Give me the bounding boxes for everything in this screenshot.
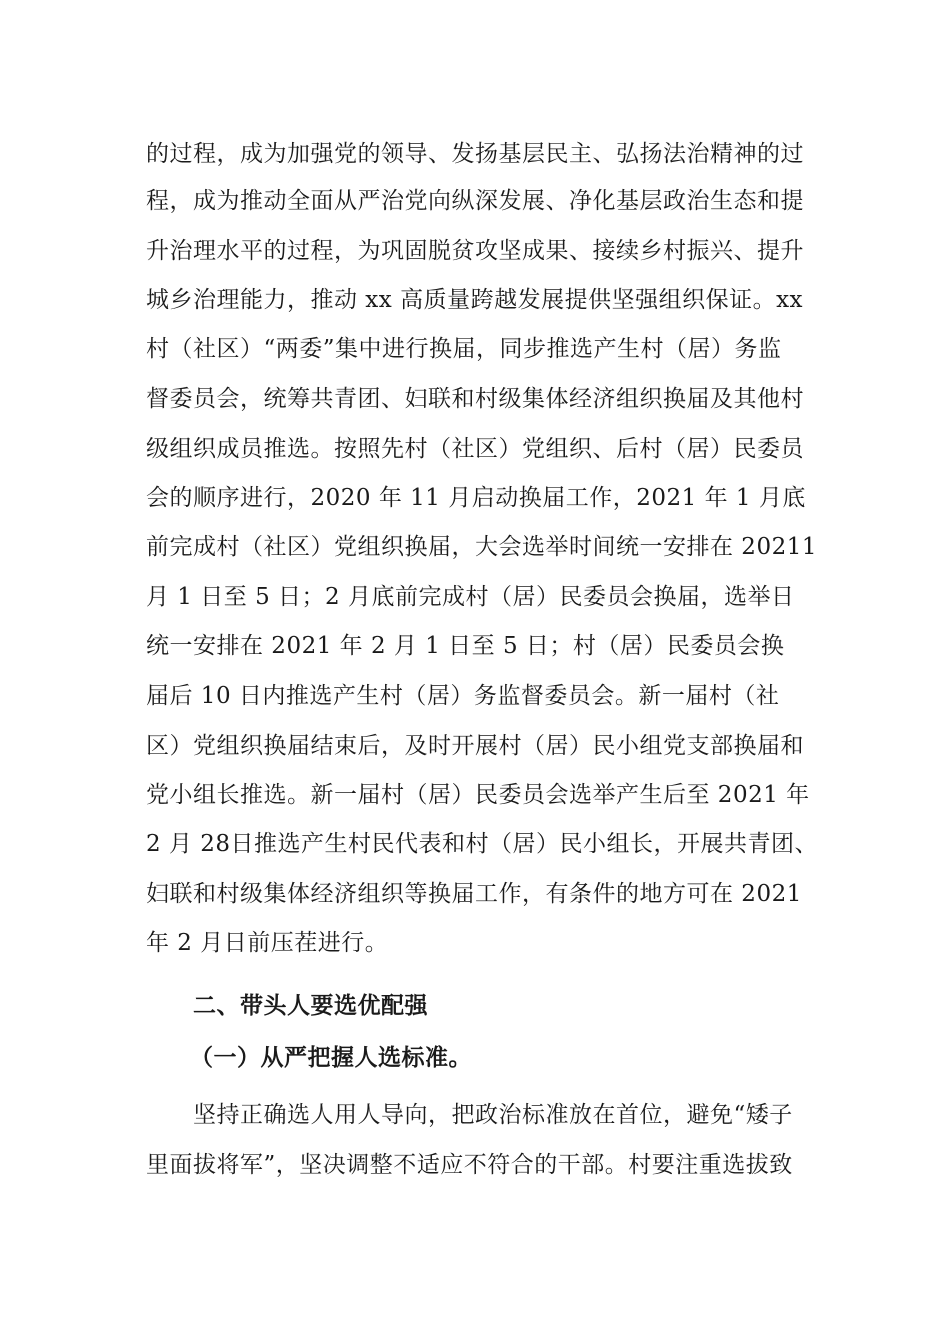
paragraph-line: 村（社区）“两委”集中进行换届，同步推选产生村（居）务监 bbox=[146, 336, 782, 362]
paragraph-line: 督委员会，统筹共青团、妇联和村级集体经济组织换届及其他村 bbox=[146, 386, 804, 412]
paragraph-line: 程，成为推动全面从严治党向纵深发展、净化基层政治生态和提 bbox=[146, 188, 804, 214]
paragraph-line: 妇联和村级集体经济组织等换届工作，有条件的地方可在 2021 bbox=[146, 881, 802, 907]
paragraph-line: 2 月 28日推选产生村民代表和村（居）民小组长，开展共青团、 bbox=[146, 831, 819, 857]
subsection-heading: （一）从严把握人选标准。 bbox=[190, 1045, 472, 1071]
paragraph-line: 党小组长推选。新一届村（居）民委员会选举产生后至 2021 年 bbox=[146, 782, 810, 808]
paragraph-line: 前完成村（社区）党组织换届，大会选举时间统一安排在 20211 bbox=[146, 534, 817, 560]
paragraph-line: 升治理水平的过程，为巩固脱贫攻坚成果、接续乡村振兴、提升 bbox=[146, 238, 804, 264]
paragraph-line: 的过程，成为加强党的领导、发扬基层民主、弘扬法治精神的过 bbox=[146, 141, 804, 167]
paragraph-line: 坚持正确选人用人导向，把政治标准放在首位，避免“矮子 bbox=[193, 1102, 793, 1128]
paragraph-line: 区）党组织换届结束后，及时开展村（居）民小组党支部换届和 bbox=[146, 733, 804, 759]
paragraph-line: 统一安排在 2021 年 2 月 1 日至 5 日；村（居）民委员会换 bbox=[146, 633, 785, 659]
paragraph-line: 年 2 月日前压茬进行。 bbox=[146, 930, 389, 956]
paragraph-line: 届后 10 日内推选产生村（居）务监督委员会。新一届村（社 bbox=[146, 683, 780, 709]
paragraph-line: 级组织成员推选。按照先村（社区）党组织、后村（居）民委员 bbox=[146, 436, 804, 462]
section-heading: 二、带头人要选优配强 bbox=[193, 993, 428, 1019]
paragraph-line: 里面拔将军”，坚决调整不适应不符合的干部。村要注重选拔致 bbox=[146, 1152, 793, 1178]
paragraph-line: 月 1 日至 5 日；2 月底前完成村（居）民委员会换届，选举日 bbox=[146, 584, 795, 610]
paragraph-line: 会的顺序进行，2020 年 11 月启动换届工作，2021 年 1 月底 bbox=[146, 485, 806, 511]
paragraph-line: 城乡治理能力，推动 xx 高质量跨越发展提供坚强组织保证。xx bbox=[146, 287, 804, 313]
